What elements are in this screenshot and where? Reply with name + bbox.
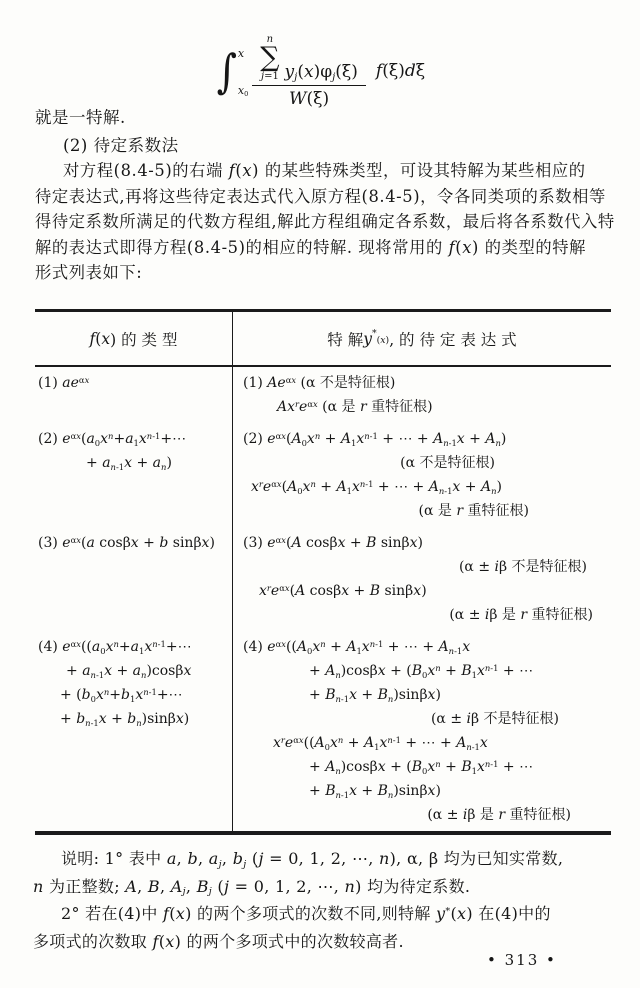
integral-with-limits [215,44,248,99]
sum-sign: ∑ [260,42,280,73]
table-header-row [35,312,611,367]
row2-trial-expression-cell [233,423,611,527]
table-row [35,631,611,831]
sum-lower-limit: j=1 [260,70,279,82]
sum-upper-limit: n [266,34,274,45]
formula-line: (3) $e^{\alpha x}(a$ cosβx + b sinβx) [38,534,215,551]
formula-line: + $b_{n-1}x + b_n)\sin\beta x$) [60,711,190,728]
fraction-denominator: W(ξ) [252,85,366,109]
row3-trial-expression-cell [233,527,611,631]
formula-line: + $a_{n-1}x + a_n)\cos\beta x$ [66,663,192,680]
formula-line: (3) $e^{\alpha x}(A$ cosβx + B sinβx) [243,534,424,551]
row1-f-type-cell [35,367,233,423]
condition-line: (α ± iβ 是 r 重特征根) [449,607,593,623]
formula-line: + $A_n)\cos\beta x + (B_0x^n + B_1x^{n-1}$ + ⋯ [309,662,534,680]
table-row [35,423,611,527]
integral-lower-limit: $x_0$ [237,83,249,98]
fraction-numerator [252,34,366,85]
condition-line: (α ± iβ 不是特征根) [458,559,587,575]
row2-f-type-cell [35,423,233,527]
table-notes [33,845,613,955]
section-heading: (2) 待定系数法 [63,136,179,155]
intro-sentence: 就是一特解. [35,108,126,127]
formula-line: + $B_{n-1}x + B_n)\sin\beta x$) [309,783,441,800]
formula-line: $x^re^{\alpha x}(A$ cosβx + B sinβx) [259,582,427,599]
paragraph-line: 得待定系数所满足的代数方程组,解此方程组确定各系数，最后将各系数代入特 [35,212,615,232]
condition-line: (α 是 r 重特征根) [418,503,529,519]
paragraph-line: 待定表达式,再将这些待定表达式代入原方程(8.4-5)，令各同类项的系数相等 [35,186,606,206]
formula-line: (4) $e^{\alpha x}((a_0x^n+a_1x^{n-1}+\cdots$ [38,638,192,656]
condition-line: (α ± iβ 不是特征根) [430,711,559,727]
note-line: n 为正整数; A, B, $A_j$, $B_j$ (j = 0, 1, 2, ⋯, n) 均为待定系数. [33,876,471,898]
particular-solution-integral-formula [0,34,640,109]
formula-line: (2) $e^{\alpha x}(a_0x^n+a_1x^{n-1}+\cdots$ [38,430,187,448]
row4-trial-expression-cell [233,631,611,831]
formula-line: (1) $ae^{\alpha x}$ [38,374,90,391]
row1-trial-expression-cell [233,367,611,423]
page-number: • 313 • [487,951,557,969]
table-header-trial-expression: 特 解 y * $_{(x )}$ , 的 待 定 表 达 式 [327,327,517,349]
paragraph-line: 形式列表如下: [35,263,143,283]
formula-line: $x^re^{\alpha x}(A_0x^n + A_1x^{n-1}$ + ⋯ + $A_{n-1}x + A_n$) [251,478,502,496]
table-row [35,367,611,423]
note-line: 多项式的次数取 f(x) 的两个多项式中的次数较高者. [33,931,404,951]
row3-f-type-cell [35,527,233,631]
formula-line: + $a_{n-1}x + a_n$) [86,455,172,472]
note-line: 说明: 1° 表中 a, b, $a_j$, $b_j$ (j = 0, 1, 2, ⋯, n), α, β 均为已知实常数, [61,849,564,870]
formula-line: $x^re^{\alpha x}((A_0x^n + A_1x^{n-1}$ + ⋯ + $A_{n-1}x$ [273,734,488,752]
row4-f-type-cell [35,631,233,831]
condition-line: (α ± iβ 是 r 重特征根) [427,807,571,823]
paragraph-line: 解的表达式即得方程(8.4-5)的相应的特解. 现将常用的 f(x) 的类型的特解 [35,237,587,257]
table-header-f-type: f ( x ) 的 类 型 [35,312,233,365]
numerator-expression: $y_j(x)\varphi_j(\xi)$ [284,61,358,83]
particular-solution-type-table [35,309,611,835]
method-description-paragraph [35,158,613,286]
note-line: 2° 若在(4)中 f(x) 的两个多项式的次数不同,则特解 y*(x) 在(4)中的 [61,904,551,924]
formula-line: + $B_{n-1}x + B_n)\sin\beta x$) [309,687,441,704]
fraction [252,34,366,109]
formula-line: (2) $e^{\alpha x}(A_0x^n + A_1x^{n-1}$ + ⋯ + $A_{n-1}x + A_n$) [243,430,507,448]
formula-line: + $A_n)\cos\beta x + (B_0x^n + B_1x^{n-1}$ + ⋯ [309,758,534,776]
integral-sign: ∫ [216,44,238,99]
integrand-tail: f(ξ)dξ [375,61,426,82]
formula-line: (1) $Ae^{\alpha x}$ (α 不是特征根) [243,374,396,391]
table-row [35,527,611,631]
formula-line: $Ax^re^{\alpha x}$ (α 是 r 重特征根) [277,398,433,415]
paragraph-line: 对方程(8.4-5)的右端 f(x) 的某些特殊类型，可设其特解为某些相应的 [63,161,586,180]
summation-with-limits [260,34,279,82]
integral-limits [238,44,248,99]
formula-line: + ($b_0x^n+b_1x^{n-1}+\cdots$ [60,686,183,704]
integral-upper-limit: x [237,46,245,60]
formula-line: (4) $e^{\alpha x}((A_0x^n + A_1x^{n-1}$ + ⋯ + $A_{n-1}x$ [243,638,471,656]
condition-line: (α 不是特征根) [400,455,495,471]
